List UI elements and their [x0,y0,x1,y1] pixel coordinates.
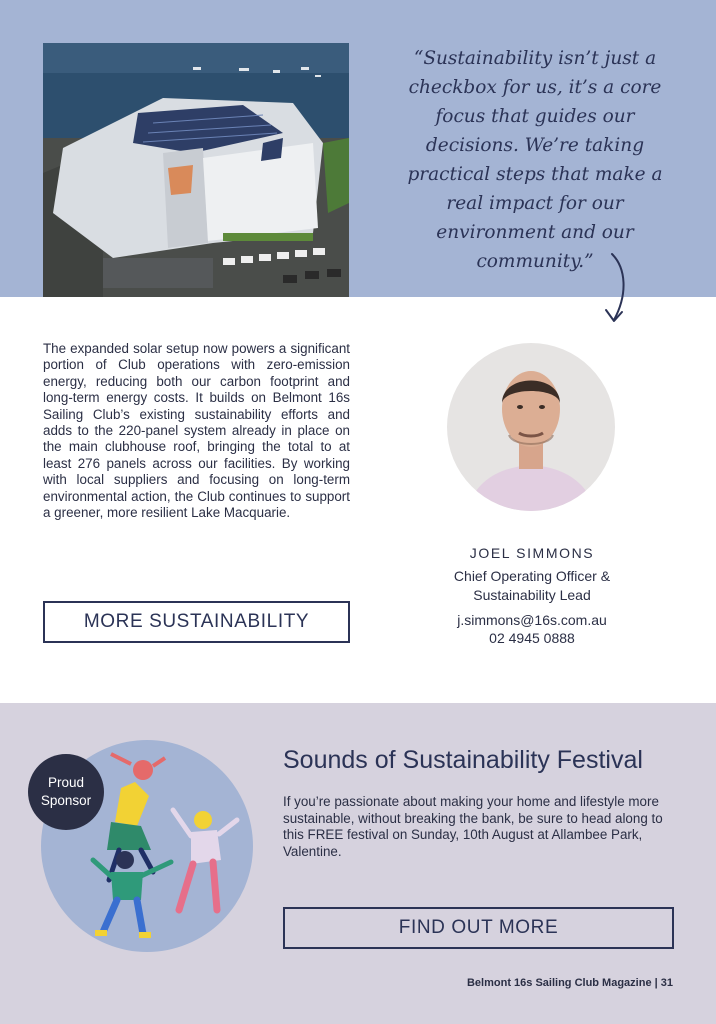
festival-description: If you’re passionate about making your home and lifestyle more sustainable, without breaking the bank, be sure to head along to this FREE festival on Sunday, 10th August at Allambee Park, Valentine. [283,794,663,859]
pull-quote: “Sustainability isn’t just a checkbox for us, it’s a core focus that guides our decisions. We’re taking practical steps that make a real impact for our environment and our community.” [407,48,663,272]
contact-name: JOEL SIMMONS [469,545,595,561]
page-footer: Belmont 16s Sailing Club Magazine | 31 [466,977,673,989]
contact-role-line-2: Sustainability Lead [473,587,591,603]
joel-simmons-portrait [447,343,615,511]
contact-role [410,567,654,605]
festival-title: Sounds of Sustainability Festival [283,746,643,774]
contact-role-line-1: Chief Operating Officer & [453,568,611,584]
contact-email[interactable]: j.simmons@16s.com.au [457,612,607,628]
proud-sponsor-badge [28,754,104,830]
more-sustainability-button[interactable]: MORE SUSTAINABILITY [43,601,350,643]
article-body: The expanded solar setup now powers a significant portion of Club operations with zero-emission energy, reducing both our carbon footprint and long-term energy costs. It builds on Belmont 16s Sailing Club’s existing sustainability efforts and adds to the 220-panel system already in place on the main clubhouse roof, bringing the total to at least 276 panels across our facilities. By working with local suppliers and focusing on long-term environmental action, the Club continues to support a greener, more resilient Lake Macquarie. [43,341,350,521]
contact-card [410,544,654,647]
clubhouse-aerial-photo [43,43,349,297]
curved-arrow-icon [596,250,636,326]
find-out-more-button[interactable]: FIND OUT MORE [283,907,674,949]
sponsor-badge-line-1: Proud [47,775,85,790]
sponsor-badge-line-2: Sponsor [40,793,92,808]
contact-phone[interactable]: 02 4945 0888 [489,630,575,646]
